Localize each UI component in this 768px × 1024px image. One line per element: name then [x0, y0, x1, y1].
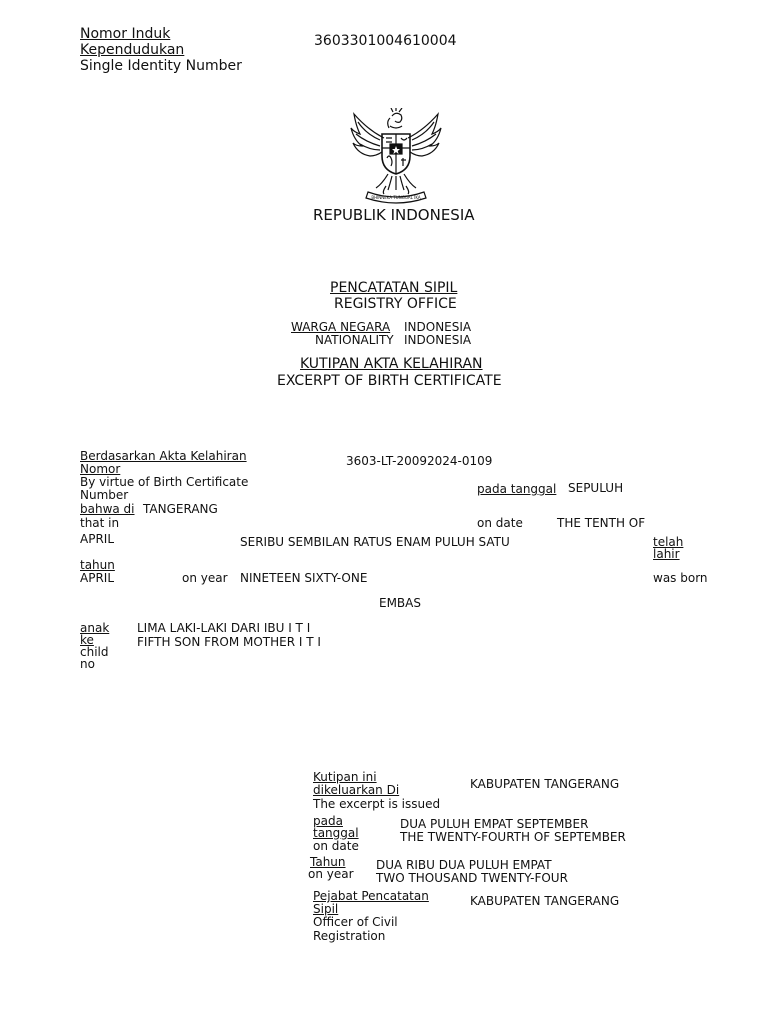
officer-value: KABUPATEN TANGERANG	[470, 894, 620, 908]
nationality-label-en: NATIONALITY	[315, 333, 394, 347]
year-label-id: tahun	[80, 558, 115, 572]
child-label-id-1: anak	[80, 621, 110, 635]
nik-label-id-line1: Nomor Induk	[80, 26, 171, 42]
nationality-value-en: INDONESIA	[404, 333, 472, 347]
date-label-en: on date	[477, 516, 523, 530]
place-label-id: bahwa di	[80, 502, 135, 516]
issued-label-en: The excerpt is issued	[313, 797, 441, 811]
issue-date-label-id-1: pada	[313, 814, 343, 828]
office-title-id: PENCATATAN SIPIL	[330, 280, 458, 296]
emblem-motto: BHINNEKA TUNGGAL IKA	[371, 195, 421, 200]
cert-no-value: 3603-LT-20092024-0109	[346, 454, 493, 468]
issue-year-value-id: DUA RIBU DUA PULUH EMPAT	[376, 858, 552, 872]
officer-label-en-2: Registration	[313, 929, 386, 943]
nik-label-en: Single Identity Number	[80, 58, 242, 74]
child-label-id-2: ke	[80, 633, 94, 647]
officer-label-en-1: Officer of Civil	[313, 915, 398, 929]
date-value-id: SEPULUH	[568, 481, 624, 495]
issued-value: KABUPATEN TANGERANG	[470, 777, 620, 791]
child-value-id: LIMA LAKI-LAKI DARI IBU I T I	[137, 621, 311, 635]
month-id: APRIL	[80, 532, 115, 546]
issue-date-value-id: DUA PULUH EMPAT SEPTEMBER	[400, 817, 589, 831]
place-label-en: that in	[80, 516, 120, 530]
born-label-id-2: lahir	[653, 547, 680, 561]
garuda-pancasila-emblem-icon	[346, 108, 446, 204]
cert-no-label-en-2: Number	[80, 488, 129, 502]
issue-date-value-en: THE TWENTY-FOURTH OF SEPTEMBER	[400, 830, 626, 844]
date-label-id: pada tanggal	[477, 482, 557, 496]
office-title-en: REGISTRY OFFICE	[334, 296, 457, 312]
cert-no-label-id-2: Nomor	[80, 462, 121, 476]
nik-value: 3603301004610004	[314, 33, 457, 49]
year-value-en: NINETEEN SIXTY-ONE	[240, 571, 368, 585]
nationality-label-id: WARGA NEGARA	[291, 320, 391, 334]
nik-label-id-line2: Kependudukan	[80, 42, 185, 58]
month-en: APRIL	[80, 571, 115, 585]
issue-year-value-en: TWO THOUSAND TWENTY-FOUR	[376, 871, 568, 885]
born-label-id-1: telah	[653, 535, 684, 549]
born-label-en: was born	[653, 571, 708, 585]
child-name: EMBAS	[379, 596, 421, 610]
child-label-en-2: no	[80, 657, 95, 671]
child-value-en: FIFTH SON FROM MOTHER I T I	[137, 635, 321, 649]
doc-title-en: EXCERPT OF BIRTH CERTIFICATE	[277, 373, 502, 389]
issue-date-label-id-2: tanggal	[313, 826, 359, 840]
nationality-value-id: INDONESIA	[404, 320, 472, 334]
officer-label-id-2: Sipil	[313, 902, 339, 916]
issued-label-id-2: dikeluarkan Di	[313, 783, 400, 797]
year-label-en: on year	[182, 571, 228, 585]
republic-title: REPUBLIK INDONESIA	[313, 206, 475, 224]
cert-no-label-en-1: By virtue of Birth Certificate	[80, 475, 249, 489]
place-value: TANGERANG	[143, 502, 218, 516]
cert-no-label-id-1: Berdasarkan Akta Kelahiran	[80, 449, 247, 463]
year-value-id: SERIBU SEMBILAN RATUS ENAM PULUH SATU	[240, 535, 510, 549]
date-value-en: THE TENTH OF	[557, 516, 646, 530]
issue-date-label-en: on date	[313, 839, 359, 853]
officer-label-id-1: Pejabat Pencatatan	[313, 889, 429, 903]
issue-year-label-en: on year	[308, 867, 354, 881]
doc-title-id: KUTIPAN AKTA KELAHIRAN	[300, 356, 483, 372]
issued-label-id-1: Kutipan ini	[313, 770, 377, 784]
child-label-en-1: child	[80, 645, 109, 659]
issue-year-label-id: Tahun	[310, 855, 346, 869]
